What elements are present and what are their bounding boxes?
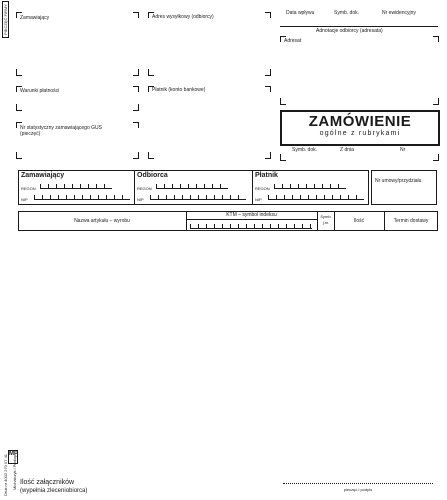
col-ilosc: Ilość bbox=[353, 218, 365, 224]
ktm-cells[interactable] bbox=[190, 224, 312, 229]
gus-label: Nr statystyczny zamawiającego GUS (pieczęć) bbox=[20, 125, 102, 137]
data-wplywu-label: Data wpływu bbox=[286, 10, 315, 16]
publisher-logo: MP bbox=[8, 450, 18, 464]
col-ktm: KTM – symbol indeksu bbox=[226, 212, 277, 218]
parties-platnik-heading: Płatnik bbox=[255, 172, 278, 179]
title-nr-label: Nr bbox=[400, 147, 406, 153]
document-subtitle: ogólne z rubrykami bbox=[319, 130, 401, 137]
platnik-regon-label: REGON bbox=[255, 186, 270, 191]
signature-label: pieczęć i podpis bbox=[343, 487, 373, 492]
title-box bbox=[280, 110, 440, 146]
parties-divider bbox=[134, 170, 135, 205]
parties-zamawiajacy-heading: Zamawiający bbox=[21, 172, 65, 179]
odbiorca-regon-label: REGON bbox=[137, 186, 152, 191]
publisher-imprint: Michalczyk i Prokop bbox=[12, 454, 17, 490]
col-nazwa-artykulu: Nazwa artykułu – wyrobu bbox=[74, 218, 130, 224]
ktm-rule bbox=[186, 219, 317, 220]
platnik-konto-label: Płatnik (konto bankowe) bbox=[152, 87, 206, 93]
col-symb-jm: Symb. j.m. bbox=[320, 214, 332, 225]
zamawiajacy-regon-label: REGON bbox=[21, 186, 36, 191]
col-termin-dostawy: Termin dostawy bbox=[393, 218, 429, 224]
symb-dok-top-label: Symb. dok. bbox=[334, 10, 360, 16]
platnik-regon-cells[interactable] bbox=[274, 184, 346, 189]
printer-code: Druk nr 4002 270 07 41 bbox=[3, 453, 8, 496]
title-symb-dok-label: Symb. dok. bbox=[292, 147, 318, 153]
document-title: ZAMÓWIENIE bbox=[308, 113, 412, 130]
zamawiajacy-nip-label: NIP bbox=[21, 197, 28, 202]
odbiorca-regon-cells[interactable] bbox=[156, 184, 228, 189]
zamawiajacy-regon-cells[interactable] bbox=[40, 184, 112, 189]
zamawiajacy-label: Zamawiający bbox=[20, 15, 50, 21]
parties-divider bbox=[252, 170, 253, 205]
ilosc-zalacznikow-label: Ilość załączników bbox=[20, 479, 75, 486]
stamp-label: PIECZĘĆ FIRMY bbox=[2, 1, 9, 38]
odbiorca-nip-cells[interactable] bbox=[150, 195, 246, 200]
nr-ewidencyjny-label: Nr ewidencyjny bbox=[382, 10, 416, 16]
adresat-label: Adresat bbox=[284, 38, 302, 44]
zamawiajacy-nip-cells[interactable] bbox=[34, 195, 130, 200]
top-right-rule bbox=[280, 26, 438, 27]
adres-wysylkowy-label: Adres wysyłkowy (odbiorcy) bbox=[152, 14, 214, 20]
adnotacje-label: Adnotacje odbiorcy (adresata) bbox=[316, 28, 383, 34]
parties-odbiorca-heading: Odbiorca bbox=[137, 172, 168, 179]
nr-umowy-box[interactable] bbox=[371, 170, 437, 205]
wypelnia-label: (wypełnia zleceniobiorca) bbox=[20, 488, 88, 494]
signature-line[interactable] bbox=[283, 483, 433, 484]
platnik-nip-label: NIP bbox=[255, 197, 262, 202]
title-z-dnia-label: Z dnia bbox=[340, 147, 354, 153]
nr-umowy-label: Nr umowy/przydziału bbox=[375, 178, 422, 184]
warunki-platnosci-label: Warunki płatności bbox=[20, 88, 60, 94]
odbiorca-nip-label: NIP bbox=[137, 197, 144, 202]
platnik-nip-cells[interactable] bbox=[268, 195, 364, 200]
